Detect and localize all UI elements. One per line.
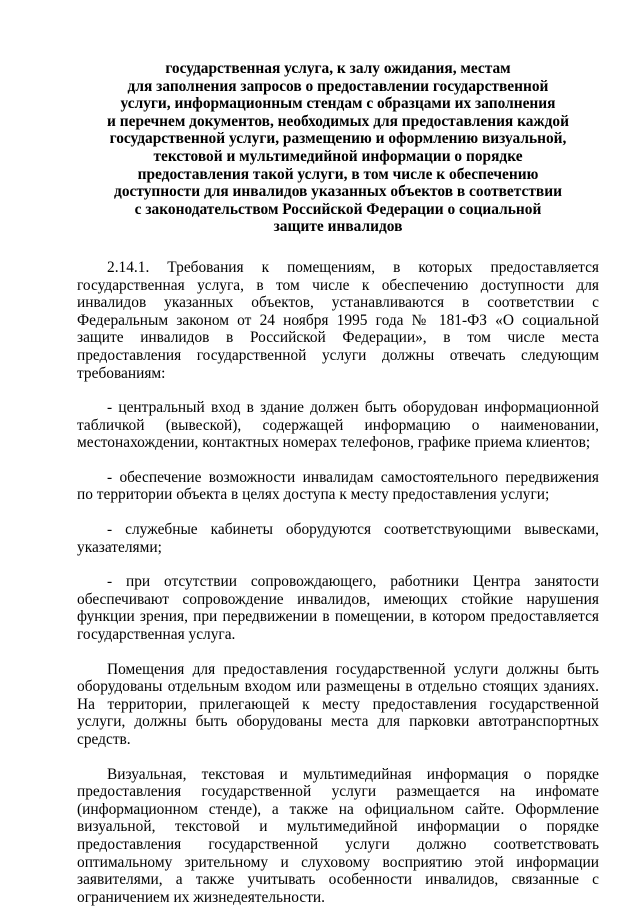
heading-line: государственной услуги, размещению и оформлению визуальной, [109, 130, 567, 148]
paragraph-escort: - при отсутствии сопровождающего, работники Центра занятости обеспечивают сопровождение инвалидов, имеющих стойкие нарушения функции зрения, при передвижении в помещении, в котором предоставляется государственная услуга. [77, 573, 599, 644]
heading-line: доступности для инвалидов указанных объектов в соответствии [114, 183, 562, 201]
heading-line: и перечнем документов, необходимых для предоставления каждой [107, 112, 569, 130]
section-heading [77, 60, 599, 236]
paragraph-visual-information: Визуальная, текстовая и мультимедийная информация о порядке предоставления государственной услуги размещается на инфомате (информационном стенде), а также на официальном сайте. Оформление визуальной, текстовой и мультимедийной информации о порядке предоставления государственной услуги должно соответствовать оптимальному зрительному и слуховому восприятию этой информации заявителями, а также учитывать особенности инвалидов, связанные с ограничением их жизнедеятельности. [77, 765, 599, 906]
heading-line: защите инвалидов [273, 218, 403, 236]
paragraph-requirements-intro: 2.14.1. Требования к помещениям, в которых предоставляется государственная услуга, в том числе к обеспечению доступности для инвалидов указанных объектов, устанавливаются в соответствии с Федеральным законом от 24 ноября 1995 года № 181-ФЗ «О социальной защите инвалидов в Российской Федерации», в том числе места предоставления государственной услуги должны отвечать следующим требованиям: [77, 258, 599, 382]
heading-line: услуги, информационным стендам с образцами их заполнения [120, 95, 556, 113]
paragraph-entrance-sign: - центральный вход в здание должен быть оборудован информационной табличкой (вывеской), содержащей информацию о наименовании, местонахождении, контактных номерах телефонов, графике приема клиентов; [77, 399, 599, 452]
heading-line: предоставления такой услуги, в том числе к обеспечению [137, 165, 539, 183]
heading-line: для заполнения запросов о предоставлении государственной [127, 77, 549, 95]
paragraph-office-signs: - служебные кабинеты оборудуются соответствующими вывесками, указателями; [77, 521, 599, 556]
paragraph-independent-movement: - обеспечение возможности инвалидам самостоятельного передвижения по территории объекта в целях доступа к месту предоставления услуги; [77, 468, 599, 504]
heading-line: государственная услуга, к залу ожидания, местам [165, 60, 511, 77]
document-page [77, 60, 599, 906]
heading-line: с законодательством Российской Федерации о социальной [134, 200, 542, 218]
heading-line: текстовой и мультимедийной информации о порядке [153, 147, 523, 165]
paragraph-premises-parking: Помещения для предоставления государственной услуги должны быть оборудованы отдельным входом или размещены в отдельно стоящих зданиях. На территории, прилегающей к месту предоставления государственной услуги, должны быть оборудованы места для парковки автотранспортных средств. [77, 660, 599, 748]
